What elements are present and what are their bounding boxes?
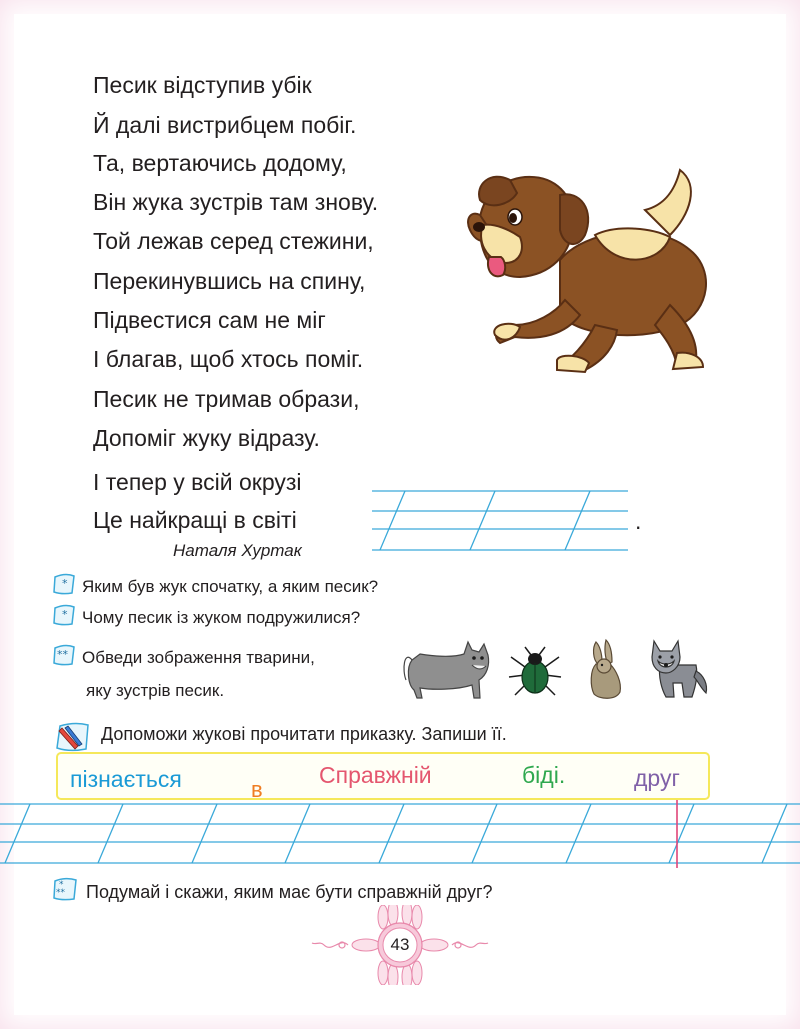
poem-line: І тепер у всій окрузі bbox=[93, 469, 302, 495]
svg-text:*: * bbox=[62, 577, 68, 590]
poem-line: Та, вертаючись додому, bbox=[93, 150, 347, 176]
star-card-icon bbox=[52, 572, 76, 596]
dog-illustration bbox=[465, 165, 730, 375]
rabbit-image[interactable] bbox=[578, 638, 628, 702]
scrambled-word: в bbox=[251, 777, 263, 802]
page-number: 43 bbox=[390, 935, 410, 954]
wolf-image[interactable] bbox=[640, 635, 712, 703]
scrambled-word: біді. bbox=[522, 762, 566, 788]
scrambled-word: друг bbox=[634, 765, 680, 791]
svg-text:**: ** bbox=[56, 888, 65, 898]
poem-line: Допоміг жуку відразу. bbox=[93, 425, 320, 451]
question-2: Чому песик із жуком подружилися? bbox=[82, 608, 361, 627]
svg-text:*: * bbox=[62, 608, 68, 621]
task-instruction: Допоможи жукові прочитати приказку. Запиши її. bbox=[101, 724, 507, 744]
poem-line: Й далі вистрибцем побіг. bbox=[93, 112, 357, 138]
proverb-writing-lines[interactable] bbox=[0, 800, 800, 870]
poem-line: Перекинувшись на спину, bbox=[93, 268, 366, 294]
triple-star-card-icon bbox=[52, 876, 78, 902]
svg-text:*: * bbox=[59, 880, 64, 890]
word-box bbox=[56, 752, 710, 800]
poem-author: Наталя Хуртак bbox=[173, 541, 302, 560]
poem-line: І благав, щоб хтось поміг. bbox=[93, 346, 364, 372]
poem-line: Той лежав серед стежини, bbox=[93, 228, 374, 254]
scrambled-word: Справжній bbox=[319, 762, 432, 788]
cat-image[interactable] bbox=[402, 640, 497, 702]
poem-line: Підвестися сам не міг bbox=[93, 307, 326, 333]
poem-line: Він жука зустрів там знову. bbox=[93, 189, 379, 215]
question-1: Яким був жук спочатку, а яким песик? bbox=[82, 577, 379, 596]
final-question: Подумай і скажи, яким має бути справжній друг? bbox=[86, 882, 493, 902]
writing-lines[interactable] bbox=[360, 485, 635, 555]
question-3-line-2: яку зустрів песик. bbox=[86, 681, 225, 700]
pencil-task-icon bbox=[54, 722, 94, 752]
poem-line: Це найкращі в світі bbox=[93, 507, 297, 533]
beetle-image[interactable] bbox=[505, 645, 565, 700]
svg-text:**: ** bbox=[57, 648, 68, 661]
star-card-icon bbox=[52, 603, 76, 627]
double-star-card-icon bbox=[52, 643, 76, 667]
scrambled-word: пізнається bbox=[70, 766, 182, 792]
question-3-line-1: Обведи зображення тварини, bbox=[82, 648, 315, 667]
poem-line: Песик не тримав образи, bbox=[93, 386, 360, 412]
poem-ending-period: . bbox=[635, 508, 642, 534]
poem-line: Песик відступив убік bbox=[93, 72, 312, 98]
